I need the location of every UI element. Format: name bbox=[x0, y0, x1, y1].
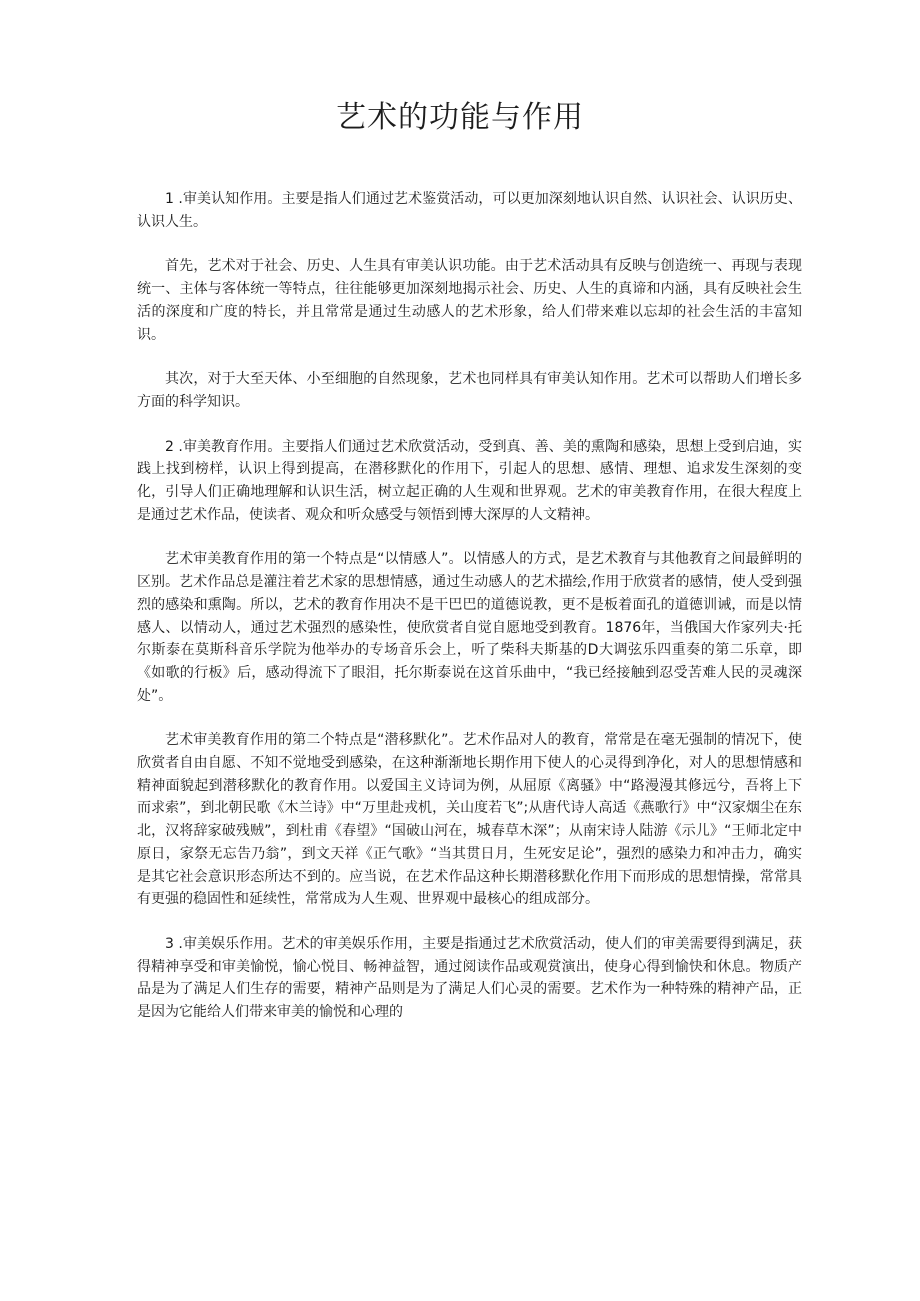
paragraph-entertainment-function: 3 .审美娱乐作用。艺术的审美娱乐作用，主要是指通过艺术欣赏活动，使人们的审美需要得到满足，获得精神享受和审美愉悦，愉心悦目、畅神益智，通过阅读作品或观赏演出，使身心得到愉快和休息。物质产品是为了满足人们生存的需要，精神产品则是为了满足人们心灵的需要。艺术作为一种特殊的精神产品，正是因为它能给人们带来审美的愉悦和心理的 bbox=[137, 935, 802, 1021]
paragraph-second-feature-subtle-influence: 艺术审美教育作用的第二个特点是“潜移默化”。艺术作品对人的教育，常常是在毫无强制的情况下，使欣赏者自由自愿、不知不觉地受到感染，在这种渐渐地长期作用下使人的心灵得到净化，对人的思想情感和精神面貌起到潜移默化的教育作用。以爱国主义诗词为例，从屈原《离骚》中“路漫漫其修远兮，吾将上下而求索”，到北朝民歌《木兰诗》中“万里赴戎机，关山度若飞”;从唐代诗人高适《燕歌行》中“汉家烟尘在东北，汉将辞家破残贼”，到杜甫《春望》“国破山河在，城春草木深”；从南宋诗人陆游《示儿》“王师北定中原日，家祭无忘告乃翁”，到文天祥《正气歌》“当其贯日月，生死安足论”，强烈的感染力和冲击力，确实是其它社会意识形态所达不到的。应当说，在艺术作品这种长期潜移默化作用下而形成的思想情操，常常具有更强的稳固性和延续性，常常成为人生观、世界观中最核心的组成部分。 bbox=[137, 732, 802, 908]
paragraph-first-feature-emotion: 艺术审美教育作用的第一个特点是“以情感人”。以情感人的方式，是艺术教育与其他教育之间最鲜明的区别。艺术作品总是灌注着艺术家的思想情感，通过生动感人的艺术描绘,作用于欣赏者的感情，使人受到强烈的感染和熏陶。所以，艺术的教育作用决不是干巴巴的道德说教，更不是板着面孔的道德训诫，而是以情感人、以情动人，通过艺术强烈的感染性，使欣赏者自觉自愿地受到教育。1876年，当俄国大作家列夫·托尔斯泰在莫斯科音乐学院为他举办的专场音乐会上，听了柴科夫斯基的D大调弦乐四重奏的第二乐章，即《如歌的行板》后，感动得流下了眼泪，托尔斯泰说在这首乐曲中，“我已经接触到忍受苦难人民的灵魂深处”。 bbox=[137, 551, 802, 704]
page-title: 艺术的功能与作用 bbox=[336, 100, 584, 135]
paragraph-educational-function: 2 .审美教育作用。主要指人们通过艺术欣赏活动，受到真、善、美的熏陶和感染，思想上受到启迪，实践上找到榜样，认识上得到提高，在潜移默化的作用下，引起人的思想、感情、理想、追求发生深刻的变化，引导人们正确地理解和认识生活，树立起正确的人生观和世界观。艺术的审美教育作用，在很大程度上是通过艺术作品，使读者、观众和听众感受与领悟到博大深厚的人文精神。 bbox=[137, 438, 802, 523]
paragraph-social-history-cognition: 首先，艺术对于社会、历史、人生具有审美认识功能。由于艺术活动具有反映与创造统一、再现与表现统一、主体与客体统一等特点，往往能够更加深刻地揭示社会、历史、人生的真谛和内涵，具有反映社会生活的深度和广度的特长，并且常常是通过生动感人的艺术形象，给人们带来难以忘却的社会生活的丰富知识。 bbox=[137, 258, 802, 343]
document-body bbox=[137, 188, 802, 1046]
paragraph-nature-cognition: 其次，对于大至天体、小至细胞的自然现象，艺术也同样具有审美认知作用。艺术可以帮助人们增长多方面的科学知识。 bbox=[137, 371, 802, 410]
paragraph-cognitive-function: 1 .审美认知作用。主要是指人们通过艺术鉴赏活动，可以更加深刻地认识自然、认识社会、认识历史、认识人生。 bbox=[137, 191, 802, 230]
